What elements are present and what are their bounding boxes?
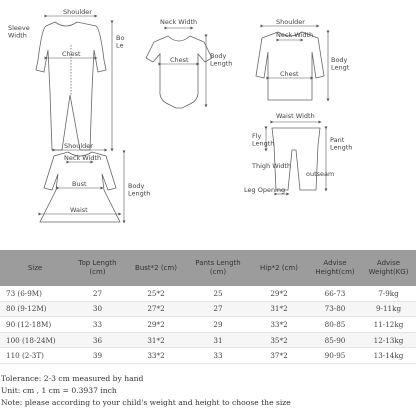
dress-shoulder-label: Shoulder: [64, 142, 93, 150]
table-cell: 27: [187, 301, 249, 317]
table-cell: 29: [187, 317, 249, 333]
table-cell: 29*2: [249, 286, 309, 301]
table-cell: 11-12kg: [361, 317, 416, 333]
pants-outseam-label: outseam: [306, 170, 335, 178]
table-cell: 7-9kg: [361, 286, 416, 301]
bodysuit-neck-label: Neck Width: [160, 18, 198, 26]
dress-bust-label: Bust: [72, 180, 87, 188]
romper-outline: [36, 22, 106, 150]
col-header-size: Size: [0, 250, 70, 286]
col-header-advise-height: Advise Height(cm): [309, 250, 361, 286]
romper-shoulder-label: Shoulder: [63, 8, 92, 16]
table-cell: 39: [70, 348, 125, 364]
table-row: [0, 332, 416, 348]
table-cell: 36: [70, 332, 125, 348]
size-table: [0, 250, 416, 364]
romper-chest-label: Chest: [62, 50, 81, 58]
table-cell: 33: [70, 317, 125, 333]
unit-note: Unit: cm , 1 cm = 0.3937 inch: [1, 386, 117, 395]
table-cell: 85-90: [309, 332, 361, 348]
pants-waist-label: Waist Width: [276, 112, 315, 120]
table-row: [0, 348, 416, 364]
table-cell: 80-85: [309, 317, 361, 333]
table-row: [0, 317, 416, 333]
pants-leg-label: Leg Opening: [244, 186, 286, 194]
table-cell: 73 (6-9M): [0, 286, 70, 301]
col-header-hip: Hip*2 (cm): [249, 250, 309, 286]
table-cell: 33*2: [249, 317, 309, 333]
size-advice-note: Note: please according to your child's weight and height to choose the size: [1, 398, 291, 407]
table-header-row: [0, 250, 416, 286]
pants-outline: [272, 128, 320, 190]
bodysuit-body-label: Body Length: [210, 52, 233, 68]
col-header-advise-weight: Advise Weight(KG): [361, 250, 416, 286]
table-cell: 27*2: [125, 301, 187, 317]
table-cell: 29*2: [125, 317, 187, 333]
romper-body-label: Bo Le: [116, 34, 125, 50]
table-cell: 9-11kg: [361, 301, 416, 317]
bodysuit-chest-label: Chest: [170, 56, 189, 64]
table-cell: 31*2: [125, 332, 187, 348]
table-cell: 100 (18-24M): [0, 332, 70, 348]
tolerance-note: Tolerance: 2-3 cm measured by hand: [1, 374, 144, 383]
table-cell: 25*2: [125, 286, 187, 301]
table-cell: 33*2: [125, 348, 187, 364]
pants-pant-label: Pant Length: [330, 136, 353, 152]
table-cell: 31: [187, 332, 249, 348]
table-row: [0, 301, 416, 317]
notes-section: [1, 373, 415, 409]
pants-thigh-label: Thigh Width: [252, 162, 292, 170]
romper-sleeve-label: Sleeve Width: [8, 24, 30, 40]
table-cell: 90-95: [309, 348, 361, 364]
table-cell: 13-14kg: [361, 348, 416, 364]
col-header-bust: Bust*2 (cm): [125, 250, 187, 286]
table-cell: 27: [70, 286, 125, 301]
table-cell: 90 (12-18M): [0, 317, 70, 333]
top-shoulder-label: Shoulder: [276, 18, 305, 26]
table-cell: 12-13kg: [361, 332, 416, 348]
table-cell: 37*2: [249, 348, 309, 364]
table-cell: 33: [187, 348, 249, 364]
top-chest-label: Chest: [280, 70, 299, 78]
top-body-label: Body Lengt: [331, 56, 350, 72]
table-cell: 73-80: [309, 301, 361, 317]
table-cell: 30: [70, 301, 125, 317]
table-cell: 80 (9-12M): [0, 301, 70, 317]
table-row: [0, 286, 416, 301]
dress-waist-label: Waist: [70, 206, 88, 214]
table-cell: 25: [187, 286, 249, 301]
table-cell: 35*2: [249, 332, 309, 348]
bodysuit-outline: [146, 36, 212, 108]
dress-body-label: Body Length: [128, 182, 151, 198]
table-cell: 31*2: [249, 301, 309, 317]
col-header-top-length: Top Length (cm): [70, 250, 125, 286]
table-cell: 110 (2-3T): [0, 348, 70, 364]
size-table-container: [0, 250, 416, 364]
pants-fly-label: Fly Length: [252, 132, 275, 148]
table-cell: 66-73: [309, 286, 361, 301]
top-outline: [256, 32, 324, 100]
top-neck-label: Neck Width: [276, 31, 314, 39]
dress-neck-label: Neck Width: [64, 154, 102, 162]
col-header-pants-length: Pants Length (cm): [187, 250, 249, 286]
